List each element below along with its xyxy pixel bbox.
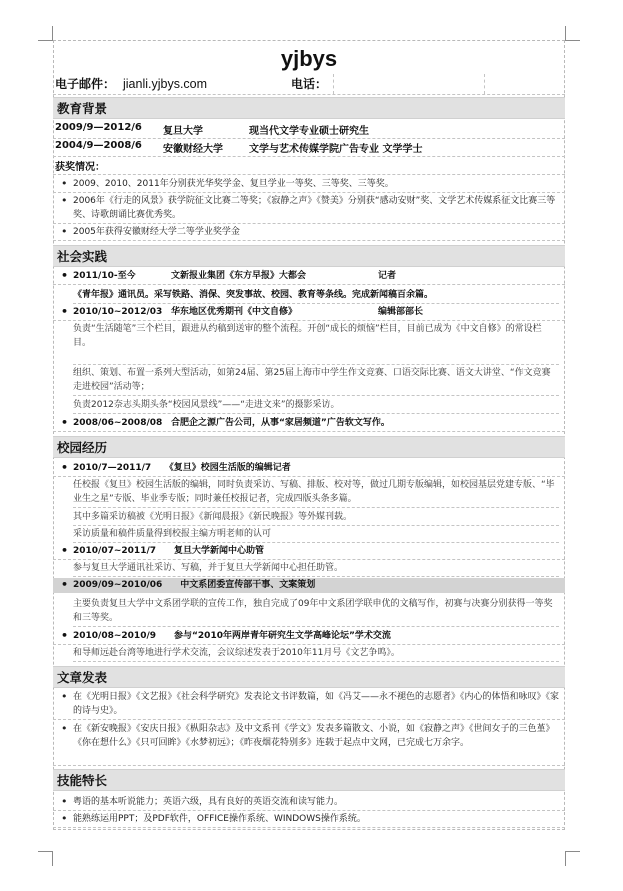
campus-item-desc: 主要负责复旦大学中文系团学联的宣传工作，独自完成了09年中文系团学联申优的文稿写作，初赛与决赛分别获得一等奖和三等奖。 — [73, 597, 559, 627]
crop-mark-bottom-left — [38, 851, 53, 866]
publication-item: • 在《新安晚报》《安庆日报》《枞阳杂志》及中文系刊《学文》发表多篇散文、小说，如《寂静之声》《世间女子的三色堇》《你在想什么》《只可回眸》《水梦初远》；《昨夜烟花特别多》连载于起点中文网，已完成七万余字。 — [53, 722, 565, 766]
practice-job-desc: 负责2012奈志头期头条“校园风景线”——“走进文来”的摄影采访。 — [73, 398, 559, 414]
crop-mark-top-right — [565, 26, 580, 41]
education-school: 复旦大学 — [163, 126, 203, 137]
bullet-icon: • — [61, 722, 68, 735]
crop-mark-top-left — [38, 26, 53, 41]
practice-job-desc: 《青年报》通讯员。采写铁路、消保、突发事故、校园、教育等条线。完成新闻稿百余篇。 — [73, 288, 559, 304]
award-item: • 2006年《行走的风景》获学院征文比赛二等奖；《寂静之声》《赞美》分别获“感动安财”奖、文学艺术传媒系征文比赛三等奖、诗歌朗诵比赛优秀奖。 — [53, 194, 565, 224]
bullet-icon: • — [61, 578, 69, 591]
bullet-icon: • — [61, 461, 69, 474]
phone-label: 电话： — [291, 77, 328, 91]
education-school: 安徽财经大学 — [163, 144, 223, 155]
email-label: 电子邮件： — [55, 77, 116, 91]
campus-item: • 2010/7—2011/7 《复旦》校园生活版的编辑记者 — [53, 461, 565, 477]
practice-job: • 2010/10~2012/03 华东地区优秀期刊《中文自修》 编辑部部长 — [53, 305, 565, 321]
bullet-icon: • — [61, 812, 68, 825]
section-campus-heading: 校园经历 — [53, 436, 565, 458]
campus-item-desc: 参与复旦大学通讯社采访、写稿，并于复旦大学新闻中心担任助管。 — [73, 561, 559, 577]
campus-item: • 2010/08~2010/9 参与“2010年两岸青年研究生文学高峰论坛”学术交流 — [53, 629, 565, 645]
campus-item: • 2010/07~2011/7 复旦大学新闻中心助管 — [53, 544, 565, 560]
campus-item-desc: 和导师远赴台湾等地进行学术交流，会议综述发表于2010年11月号《文艺争鸣》。 — [73, 646, 559, 662]
skill-item: • 能熟练运用PPT；及PDF软件，OFFICE操作系统、WINDOWS操作系统。 — [53, 812, 565, 828]
skill-item: • 粤语的基本听说能力；英语六级，具有良好的英语交流和读写能力。 — [53, 795, 565, 811]
practice-job: • 2011/10-至今 文新报业集团《东方早报》大都会 记者 — [53, 269, 565, 285]
education-period: 2004/9—2008/6 — [55, 140, 142, 151]
awards-label: 获奖情况： — [53, 158, 565, 175]
phone-value-box — [333, 74, 485, 94]
email-value: jianli.yjbys.com — [123, 77, 208, 91]
award-item: • 2009、2010、2011年分别获光华奖学金、复旦学业一等奖、三等奖、三等奖。 — [53, 177, 565, 193]
bullet-icon: • — [61, 416, 69, 429]
campus-item-desc: 任校报《复旦》校园生活版的编辑，同时负责采访、写稿、排版、校对等，做过几期专版编辑，如校园基层党建专版、“毕业生之星”专版、毕业季专版；同时兼任校报记者，完成四版头条多篇。 — [73, 478, 559, 508]
bullet-icon: • — [61, 194, 68, 207]
bullet-icon: • — [61, 305, 69, 318]
education-period: 2009/9—2012/6 — [55, 122, 142, 133]
campus-item-highlighted: • 2009/09~2010/06 中文系团委宣传部干事、文案策划 — [53, 578, 565, 593]
practice-job-desc: 负责“生活随笔”三个栏目，跟进从约稿到送审的整个流程。开创“成长的烦恼”栏目，目前已成为《中文自修》的常设栏目。 — [73, 322, 559, 365]
resume-name: yjbys — [280, 46, 338, 71]
practice-job: • 2008/06~2008/08 合肥企之源广告公司，从事“家居频道”广告软文写作。 — [53, 416, 565, 432]
section-practice-heading: 社会实践 — [53, 245, 565, 267]
bullet-icon: • — [61, 795, 68, 808]
section-education-heading: 教育背景 — [53, 97, 565, 119]
education-row — [53, 122, 565, 139]
bullet-icon: • — [61, 177, 68, 190]
section-publications-heading: 文章发表 — [53, 666, 565, 688]
campus-item-desc: 其中多篇采访稿被《光明日报》《新闻晨报》《新民晚报》等外媒刊载。 — [73, 510, 559, 526]
bullet-icon: • — [61, 269, 69, 282]
bullet-icon: • — [61, 225, 68, 238]
practice-job-desc: 组织、策划、布置一系列大型活动，如第24届、第25届上海市中学生作文竞赛、口语交际比赛、语文大讲堂、“作文竞赛走进校园”活动等； — [73, 366, 559, 396]
contact-row — [53, 74, 565, 95]
crop-mark-bottom-right — [565, 851, 580, 866]
publication-item: • 在《光明日报》《文艺报》《社会科学研究》发表论文书评数篇，如《冯艾——永不褪色的志愿者》《内心的体悟和咏叹》《家的诗与史》。 — [53, 690, 565, 720]
bullet-icon: • — [61, 544, 69, 557]
campus-item-desc: 采访质量和稿件质量得到校报主编方明老师的认可 — [73, 527, 559, 543]
education-row — [53, 140, 565, 157]
section-skills-heading: 技能特长 — [53, 769, 565, 791]
bullet-icon: • — [61, 690, 68, 703]
award-item: • 2005年获得安徽财经大学二等学业奖学金 — [53, 225, 565, 241]
education-degree: 文学与艺术传媒学院广告专业 文学学士 — [249, 144, 423, 155]
bullet-icon: • — [61, 629, 69, 642]
education-degree: 现当代文学专业硕士研究生 — [249, 126, 369, 137]
